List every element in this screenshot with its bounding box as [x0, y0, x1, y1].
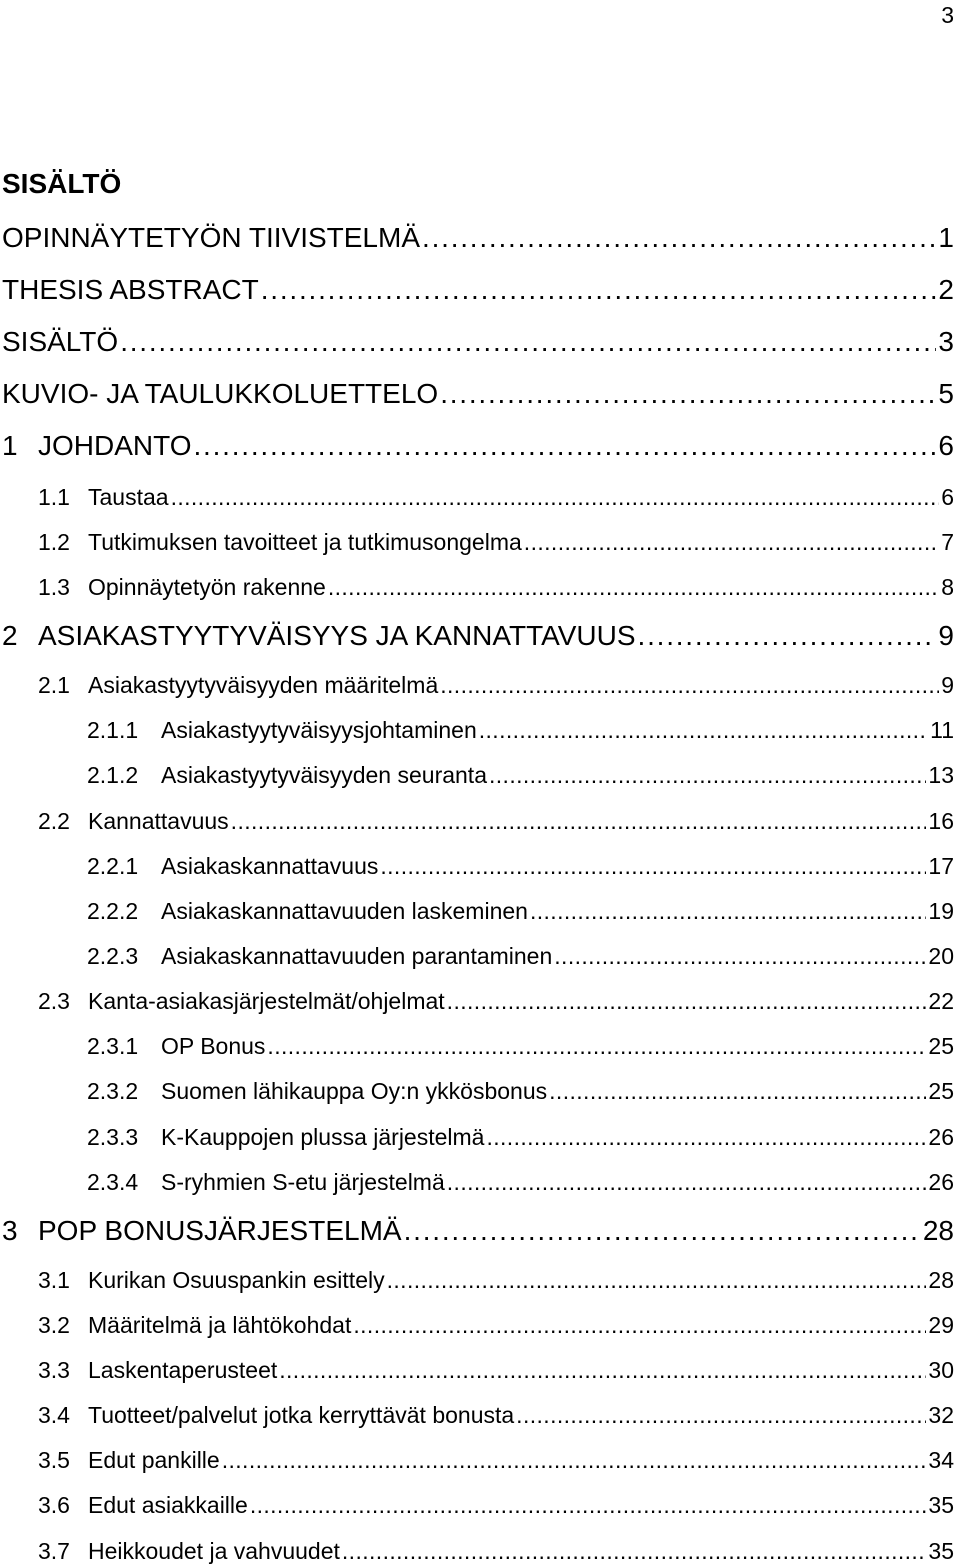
toc-entry-number: 2.2.3 — [87, 943, 139, 969]
dot-leader — [222, 1447, 927, 1474]
toc-entry-number: 1.1 — [38, 484, 70, 510]
page-number: 3 — [941, 2, 954, 28]
dot-leader — [447, 988, 927, 1015]
toc-entry[interactable] — [2, 274, 954, 306]
toc-entry[interactable] — [38, 1447, 954, 1474]
toc-entry[interactable] — [38, 1312, 954, 1339]
toc-entry-number: 3.4 — [38, 1402, 70, 1428]
dot-leader — [638, 620, 937, 652]
toc-entry-title: Asiakaskannattavuus — [161, 853, 379, 879]
toc-entry-number: 3.3 — [38, 1357, 70, 1383]
toc-entry-title: Kannattavuus — [88, 808, 229, 834]
toc-entry-page-number: 26 — [928, 1124, 954, 1150]
toc-entry[interactable] — [2, 326, 954, 358]
toc-entry-page-number: 35 — [928, 1492, 954, 1518]
toc-entry[interactable] — [87, 717, 954, 744]
toc-entry-page-number: 17 — [928, 853, 954, 879]
toc-entry-page-number: 25 — [928, 1078, 954, 1104]
dot-leader — [279, 1357, 926, 1384]
toc-entry-number: 3.6 — [38, 1492, 70, 1518]
toc-entry-page-number: 5 — [938, 378, 954, 409]
toc-entry-title: THESIS ABSTRACT — [2, 274, 259, 305]
toc-entry-title: Tutkimuksen tavoitteet ja tutkimusongelma — [88, 529, 522, 555]
toc-entry-number: 2.3.1 — [87, 1033, 139, 1059]
toc-entry-title: JOHDANTO — [38, 430, 192, 461]
toc-entry-title: Opinnäytetyön rakenne — [88, 574, 326, 600]
toc-entry-page-number: 19 — [928, 898, 954, 924]
toc-entry-number: 2 — [2, 620, 18, 651]
toc-entry-title: OPINNÄYTETYÖN TIIVISTELMÄ — [2, 222, 421, 253]
toc-entry-number: 3 — [2, 1215, 18, 1246]
toc-entry[interactable] — [87, 898, 954, 925]
toc-entry-number: 3.2 — [38, 1312, 70, 1338]
dot-leader — [440, 378, 936, 410]
toc-entry-title: Suomen lähikauppa Oy:n ykkösbonus — [161, 1078, 548, 1104]
toc-entry-number: 1 — [2, 430, 18, 461]
toc-entry-title: OP Bonus — [161, 1033, 266, 1059]
toc-entry-page-number: 26 — [928, 1169, 954, 1195]
toc-entry[interactable] — [2, 222, 954, 254]
toc-entry-page-number: 34 — [928, 1447, 954, 1473]
toc-entry-number: 2.2 — [38, 808, 70, 834]
toc-entry-number: 2.3 — [38, 988, 70, 1014]
toc-entry-title: S-ryhmien S-etu järjestelmä — [161, 1169, 445, 1195]
toc-entry[interactable] — [38, 484, 954, 511]
toc-entry-number: 1.3 — [38, 574, 70, 600]
toc-entry[interactable] — [38, 1402, 954, 1429]
dot-leader — [516, 1402, 926, 1429]
toc-entry-title: Taustaa — [88, 484, 169, 510]
toc-entry[interactable] — [38, 808, 954, 835]
toc-entry-number: 2.1 — [38, 672, 70, 698]
toc-entry[interactable] — [2, 430, 954, 462]
toc-entry-page-number: 32 — [928, 1402, 954, 1428]
toc-entry-title: K-Kauppojen plussa järjestelmä — [161, 1124, 485, 1150]
toc-entry-title: POP BONUSJÄRJESTELMÄ — [38, 1215, 402, 1246]
toc-entry[interactable] — [2, 620, 954, 652]
toc-entry[interactable] — [87, 853, 954, 880]
toc-entry-title: Määritelmä ja lähtökohdat — [88, 1312, 352, 1338]
toc-entry-page-number: 7 — [941, 529, 954, 555]
toc-entry-title: SISÄLTÖ — [2, 326, 119, 357]
toc-entry-page-number: 6 — [938, 430, 954, 461]
toc-entry-page-number: 16 — [928, 808, 954, 834]
toc-entry-page-number: 1 — [938, 222, 954, 253]
toc-entry-page-number: 35 — [928, 1538, 954, 1564]
toc-entry-page-number: 3 — [938, 326, 954, 357]
toc-entry-number: 1.2 — [38, 529, 70, 555]
dot-leader — [380, 853, 926, 880]
toc-entry-number: 2.3.2 — [87, 1078, 139, 1104]
dot-leader — [479, 717, 928, 744]
toc-entry-page-number: 30 — [928, 1357, 954, 1383]
toc-entry[interactable] — [38, 988, 954, 1015]
dot-leader — [554, 943, 926, 970]
dot-leader — [387, 1267, 927, 1294]
dot-leader — [328, 574, 939, 601]
toc-entry-title: Heikkoudet ja vahvuudet — [88, 1538, 340, 1564]
toc-entry-number: 3.5 — [38, 1447, 70, 1473]
toc-entry[interactable] — [87, 762, 954, 789]
toc-entry-number: 3.1 — [38, 1267, 70, 1293]
toc-entry-page-number: 28 — [922, 1215, 954, 1246]
toc-entry-number: 2.1.1 — [87, 717, 139, 743]
toc-entry-title: Kurikan Osuuspankin esittely — [88, 1267, 385, 1293]
toc-entry-title: Kanta-asiakasjärjestelmät/ohjelmat — [88, 988, 445, 1014]
toc-entry[interactable] — [38, 1357, 954, 1384]
dot-leader — [231, 808, 927, 835]
toc-entry[interactable] — [2, 1215, 954, 1247]
dot-leader — [447, 1169, 927, 1196]
dot-leader — [261, 274, 937, 306]
dot-leader — [342, 1538, 927, 1565]
toc-entry[interactable] — [38, 574, 954, 601]
dot-leader — [353, 1312, 926, 1339]
toc-entry[interactable] — [38, 1492, 954, 1519]
toc-entry-page-number: 25 — [928, 1033, 954, 1059]
toc-entry-page-number: 13 — [928, 762, 954, 788]
dot-leader — [120, 326, 936, 358]
toc-entry-title: Asiakaskannattavuuden laskeminen — [161, 898, 528, 924]
toc-entry[interactable] — [38, 529, 954, 556]
dot-leader — [530, 898, 926, 925]
toc-entry-page-number: 28 — [928, 1267, 954, 1293]
toc-entry-number: 2.2.2 — [87, 898, 139, 924]
dot-leader — [440, 672, 939, 699]
toc-entry-page-number: 11 — [930, 717, 954, 743]
toc-entry-page-number: 6 — [941, 484, 954, 510]
toc-entry-title: Asiakastyytyväisyyden seuranta — [161, 762, 487, 788]
dot-leader — [267, 1033, 926, 1060]
dot-leader — [171, 484, 940, 511]
toc-entry-page-number: 8 — [941, 574, 954, 600]
toc-entry-page-number: 22 — [928, 988, 954, 1014]
toc-entry-title: Tuotteet/palvelut jotka kerryttävät bonusta — [88, 1402, 515, 1428]
dot-leader — [404, 1215, 921, 1247]
toc-entry[interactable] — [38, 1267, 954, 1294]
toc-entry-page-number: 9 — [941, 672, 954, 698]
dot-leader — [549, 1078, 926, 1105]
toc-entry[interactable] — [87, 1033, 954, 1060]
toc-entry-title: ASIAKASTYYTYVÄISYYS JA KANNATTAVUUS — [38, 620, 636, 651]
toc-entry-title: Asiakastyytyväisyyden määritelmä — [88, 672, 439, 698]
toc-entry-title: Edut pankille — [88, 1447, 220, 1473]
toc-entry-number: 2.3.4 — [87, 1169, 139, 1195]
toc-entry[interactable] — [87, 943, 954, 970]
toc-entry-page-number: 2 — [938, 274, 954, 305]
toc-entry-page-number: 20 — [928, 943, 954, 969]
toc-entry[interactable] — [87, 1078, 954, 1105]
page-title: SISÄLTÖ — [2, 168, 122, 199]
dot-leader — [250, 1492, 927, 1519]
dot-leader — [422, 222, 936, 254]
toc-entry[interactable] — [2, 378, 954, 410]
toc-entry[interactable] — [38, 1538, 954, 1565]
toc-entry-page-number: 9 — [938, 620, 954, 651]
toc-entry-number: 2.1.2 — [87, 762, 139, 788]
toc-entry-title: Edut asiakkaille — [88, 1492, 248, 1518]
toc-entry-title: Asiakaskannattavuuden parantaminen — [161, 943, 553, 969]
dot-leader — [524, 529, 939, 556]
toc-entry-page-number: 29 — [928, 1312, 954, 1338]
toc-entry-number: 3.7 — [38, 1538, 70, 1564]
toc-entry-title: Laskentaperusteet — [88, 1357, 278, 1383]
dot-leader — [486, 1124, 926, 1151]
toc-entry-title: Asiakastyytyväisyysjohtaminen — [161, 717, 477, 743]
dot-leader — [194, 430, 937, 462]
toc-entry-title: KUVIO- JA TAULUKKOLUETTELO — [2, 378, 439, 409]
toc-entry[interactable] — [87, 1124, 954, 1151]
toc-entry[interactable] — [38, 672, 954, 699]
toc-entry-number: 2.3.3 — [87, 1124, 139, 1150]
dot-leader — [489, 762, 926, 789]
toc-entry[interactable] — [87, 1169, 954, 1196]
toc-entry-number: 2.2.1 — [87, 853, 139, 879]
